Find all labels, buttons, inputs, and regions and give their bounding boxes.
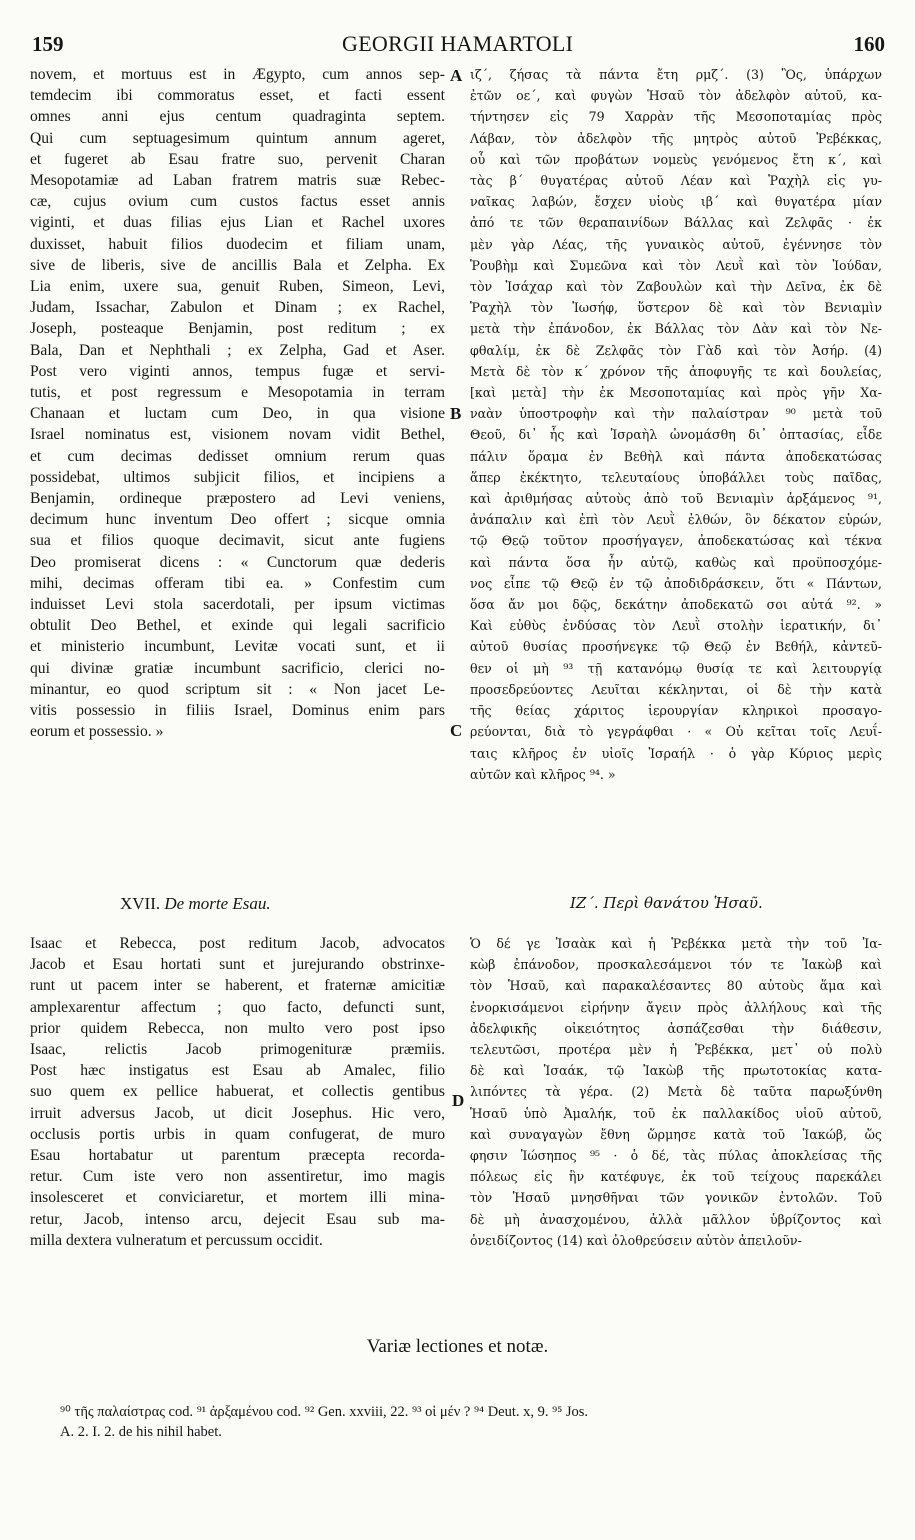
section-heading-greek: ΙΖ΄. Περὶ θανάτου Ἡσαῦ. [570,894,763,912]
text-line: decimum hunc inventum Deo offert ; sicque omnia [30,511,445,529]
text-line: τῆς θείας χάριτος ἱερουργίαν κληρικοὶ προσαγο- [470,703,882,719]
text-line: αὐτῶν καὶ κλῆρος ⁹⁴. » [470,766,616,782]
text-line: Ἡσαῦ ὑπὸ Ἀμαλήκ, τοῦ ἐκ παλλακίδος υἱοῦ αὐτοῦ, [470,1105,882,1121]
text-line: αὐτοῦ θυσίας προσήνεγκε τῷ Θεῷ ἐν Βεθήλ, κἀντεῦ- [470,639,882,655]
text-line: Bala, Dan et Nephthali ; ex Zelpha, Gad et Aser. [30,341,445,359]
margin-letter-a: A [450,66,463,85]
text-line: irruit adversus Jacob, ut dicit Josephus. Hic vero, [30,1104,445,1122]
text-line: sua et filios quoque decimavit, sicut ante fugiens [30,532,445,550]
page-number-right: 160 [853,32,885,56]
text-line: Isaac et Rebecca, post reditum Jacob, advocatos [30,935,445,952]
text-line: Post hæc instigatus est Esau ab Amalec, filio [30,1062,445,1080]
text-line: μετὰ τὴν ἐπάνοδον, ἐκ Βάλλας τὸν Δὰν καὶ τὸν Νε- [470,321,882,337]
text-line: θεν οἱ μὴ ⁹³ τῇ κατανόμῳ θυσίᾳ τε καὶ λειτουργίᾳ [470,660,882,676]
text-line: ἀδελφικῆς οἰκειότητος ἀσπάζεσθαι τὴν διάθεσιν, [470,1020,882,1036]
text-line: προσεδρεύοντες Λευῖται κέκληνται, οἱ δὲ τὴν κατὰ [470,681,882,697]
text-line: Lia enim, uxere sua, genuit Ruben, Simeon, Levi, [30,278,445,296]
text-line: ναῖκας λαβών, ἔσχεν υἱοὺς ιβ΄ καὶ θυγατέρα μίαν [470,194,882,210]
text-line: Qui cum septuagesimum quintum annum ageret, [30,129,445,147]
text-line: καὶ συναγαγὼν ἔθνη ὥρμησε κατὰ τοῦ Ἰακώβ, ὥς [470,1126,882,1142]
text-line: λιπόντες τὰ γέρα. (2) Μετὰ δὲ ταῦτα παρωξύνθη [470,1084,882,1100]
text-line: τὸν Ἰσάχαρ καὶ τὸν Ζαβουλὼν καὶ τὴν Δεῖνα, ἐκ δὲ [470,279,882,295]
text-line: [καὶ μετὰ] τὴν ἐκ Μεσοποταμίας καὶ πρὸς γῆν Χα- [470,385,882,401]
page-number-left: 159 [32,32,64,56]
text-line: cæ, cujus ovium cum custos factus esset annis [30,193,445,211]
footnote-line: A. 2. I. 2. de his nihil habet. [60,1424,222,1440]
section-heading-latin [120,894,271,914]
text-line: Ῥουβὴμ καὶ Συμεῶνα καὶ τὸν Λευῒ καὶ τὸν Ἰούδαν, [470,257,882,273]
text-line: temdecim ibi commoratus esset, et facti essent [30,87,445,105]
text-line: ὅσα ἄν μοι δῷς, δεκάτην ἀποδεκατῶ σοι αὐτά ⁹². » [470,597,882,613]
greek-column-bottom [470,933,882,1251]
text-line: ἐνορκισάμενοι εἰρήνην ἄγειν πρὸς ἀλλήλους καὶ τῆς [470,999,882,1015]
text-line: τήντησεν εἰς 79 Χαρρὰν τῆς Μεσοποταμίας πρὸς [470,109,882,125]
text-line: πόλεως εἰς ἣν κατέφυγε, ἐκ τοῦ τείχους παρεκάλει [470,1169,882,1185]
text-line: τελευτῶσι, προτέρα μὲν ἡ Ῥεβέκκα, μετ᾽ οὐ πολὺ [470,1042,882,1058]
text-line: Isaac, relictis Jacob primogenituræ præmiis. [30,1041,445,1059]
footnote-line: ⁹⁰ τῆς παλαίστρας cod. ⁹¹ ἀρξαμένου cod. ⁹² Gen. xxviii, 22. ⁹³ οἱ μέν ? ⁹⁴ Deut. x, 9. ⁹⁵ Jos. [60,1404,589,1420]
text-line: novem, et mortuus est in Ægypto, cum annos sep- [30,66,445,83]
footnotes [60,1402,880,1442]
text-line: et fugeret ab Esau fratre suo, pervenit Charan [30,150,445,168]
text-line: retur. Cum iste vero non assentiretur, imo magis [30,1168,445,1186]
text-line: et cum decimas dedisset omnium rerum quas [30,447,445,465]
section-number-latin: XVII. [120,894,161,913]
text-line: Ῥαχὴλ τὸν Ἰωσήφ, ὕστερον δὲ καὶ τὸν Βενιαμὶν [470,300,882,316]
text-line: Θεοῦ, δι᾽ ἧς καὶ Ἰσραὴλ ὠνομάσθη δι᾽ ὀπτασίας, εἶδε [470,427,882,443]
text-line: runt ut pacem inter se haberent, et fraternæ amicitiæ [30,977,445,995]
text-line: sive de liberis, sive de ancillis Bala et Zelpha. Ex [30,256,445,274]
greek-column-top [470,64,882,785]
text-line: suo quem ex pellice habuerat, et collectis gentibus [30,1083,445,1101]
text-line: omnes anni ejus centum quadraginta septem. [30,108,445,126]
text-line: Mesopotamiæ ad Laban fratrem matris suæ Rebec- [30,172,445,190]
text-line: ναὰν ὑποστροφὴν καὶ τὴν παλαίστραν ⁹⁰ μετὰ τοῦ [470,406,882,422]
latin-column-bottom [30,933,445,1251]
text-line: tutis, et post regressum e Mesopotamia in terram [30,384,445,402]
latin-column-top [30,64,445,743]
notes-title: Variæ lectiones et notæ. [366,1336,549,1357]
text-line: φθαλίμ, ἐκ δὲ Ζελφᾶς τὸν Γὰδ καὶ τὸν Ἀσήρ. (4) [470,342,882,358]
text-line: ἐτῶν οε΄, καὶ φυγὼν Ἡσαῦ τὸν ἀδελφὸν αὐτοῦ, κα- [470,88,882,104]
text-line: κὼβ ἐπάνοδον, προσκαλεσάμενοι τόν τε Ἰακὼβ καὶ [470,957,882,973]
text-line: ὀνειδίζοντος (14) καὶ ὀλοθρεύσειν αὐτὸν ἀπειλοῦν- [470,1232,802,1248]
text-line: minantur, eo quod scriptum sit : « Non jacet Le- [30,680,445,698]
running-title: GEORGII HAMARTOLI [342,31,574,56]
text-line: οὗ καὶ τῶν προβάτων νομεὺς γενόμενος ἔτη κ΄, καὶ [470,151,882,167]
text-line: amplexarentur affectum ; quo facto, defuncti sunt, [30,998,445,1016]
text-line: induisset Levi stola sacerdotali, per ipsum victimas [30,596,445,614]
margin-letter-c: C [450,721,463,740]
text-line: ρεύονται, διὰ τὸ γεγράφθαι · « Οὐ κεῖται τοῖς Λευΐ- [470,724,882,740]
text-line: occlusis portis urbis in quam confugerat, de muro [30,1125,445,1143]
text-line: μὲν γὰρ Λέας, τῆς γυναικὸς αὐτοῦ, ἐγέννησε τὸν [470,236,882,252]
text-line: τῷ Θεῷ τοῦτον προσήγαγεν, ἀποδεκατώσας καὶ τέκνα [470,533,882,549]
text-line: ιζ΄, ζήσας τὰ πάντα ἔτη ρμζ΄. (3) Ὃς, ὑπάρχων [470,67,882,82]
text-line: duxisset, habuit filios duodecim et filiam unam, [30,235,445,253]
text-line: Ὁ δέ γε Ἰσαὰκ καὶ ἡ Ῥεβέκκα μετὰ τὴν τοῦ Ἰα- [470,936,882,951]
text-line: νος εἶπε τῷ Θεῷ ἐν τῷ ἀποδιδράσκειν, ὅτι « Πάντων, [470,575,882,591]
text-line: Jacob et Esau hortati sunt et jurejurando obstrinxe- [30,956,445,974]
margin-letter-b: B [450,404,462,423]
text-line: Benjamin, ordineque præpostero ad Levi veniens, [30,490,445,508]
text-line: πάλιν ὅραμα ἐν Βεθὴλ καὶ πάντα ἀποδεκατώσας [470,448,882,464]
text-line: eorum et possessio. » [30,723,164,741]
text-line: καὶ ἀριθμήσας αὐτοὺς ἀπὸ τοῦ Βενιαμὶν ἀρξάμενος ⁹¹, [470,491,882,507]
text-line: mihi, decimas offeram tibi ea. » Confestim cum [30,574,445,592]
text-line: ἀνάπαλιν καὶ ἐπὶ τὸν Λευῒ ἐλθών, ὃν δέκατον εὑρών, [470,512,882,528]
text-line: φησιν Ἰώσηπος ⁹⁵ · ὁ δέ, τὰς πύλας ἀποκλείσας τῆς [470,1148,882,1164]
text-line: ἀπό τε τῶν θεραπαινίδων Βάλλας καὶ Ζελφᾶς · ἐκ [470,215,882,231]
text-line: καὶ πάντα ὅσα ἦν αὐτῷ, καθὼς καὶ προϋποσχόμε- [470,554,882,570]
text-line: prior quidem Rebecca, non multo vero post ipso [30,1019,445,1037]
text-line: δὲ καὶ Ἰσαάκ, τῷ Ἰακὼβ τῆς πρωτοτοκίας κατα- [470,1063,882,1079]
text-line: Μετὰ δὲ τὸν κ΄ χρόνον τῆς ἀποφυγῆς τε καὶ δουλείας, [470,363,882,379]
text-line: Israel nominatus est, visionem novam vidit Bethel, [30,426,445,444]
text-line: insolesceret et conviciaretur, et mortem illi mina- [30,1189,445,1207]
text-line: qui divinæ gratiæ incumbunt sacrificio, clerici no- [30,659,445,677]
text-line: ἅπερ ἐκέκτητο, τελευταίους ὑποβάλλει τοὺς παῖδας, [470,469,882,485]
text-line: Chanaan et luctam cum Deo, in qua visione [30,405,445,423]
text-line: vitis possessio in filiis Israel, Dominus enim pars [30,702,445,720]
text-line: ταις κλῆρος ἐν υἱοῖς Ἰσραήλ · ὁ γὰρ Κύριος μερὶς [470,745,882,761]
text-line: τὸν Ἡσαῦ μνησθῆναι τῶν γονικῶν ἐντολῶν. Τοῦ [470,1190,882,1206]
text-line: Esau hortabatur ut parentum præcepta recorda- [30,1147,445,1165]
text-line: et ministerio incumbunt, Levitæ vocati sunt, et ii [30,638,445,656]
text-line: δὲ μὴ ἀνασχομένου, ἀλλὰ μᾶλλον ὑβρίζοντος καὶ [470,1211,882,1227]
section-title-latin: De morte Esau. [164,894,271,913]
text-line: Judam, Issachar, Zabulon et Dinam ; ex Rachel, [30,299,445,317]
text-line: Post vero viginti annos, tempus fugæ et servi- [30,362,445,380]
text-line: Deo promiserat dicens : « Cunctorum quæ dederis [30,553,445,571]
text-line: viginti, et duas filias ejus Lian et Rachel uxores [30,214,445,232]
text-line: Καὶ εὐθὺς ἐνδύσας τὸν Λευῒ στολὴν ἱερατικήν, δι᾽ [470,618,882,634]
text-line: obtulit Deo Bethel, et exinde qui legali sacrificio [30,617,445,635]
text-line: τὸν Ἡσαῦ, καὶ παρακαλέσαντες 80 αὐτοὺς ἅμα καὶ [470,978,882,994]
text-line: Λάβαν, τὸν ἀδελφὸν τῆς μητρὸς αὐτοῦ Ῥεβέκκας, [470,130,882,146]
text-line: τὰς β΄ θυγατέρας αὐτοῦ Λέαν καὶ Ῥαχὴλ εἰς γυ- [470,173,882,189]
text-line: retur, Jacob, intenso arcu, dejecit Esau sub ma- [30,1210,445,1228]
text-line: possidebat, ultimos subjicit filios, et incipiens a [30,468,445,486]
text-line: Joseph, posteaque Benjamin, post reditum ; ex [30,320,445,338]
margin-letter-d: D [452,1091,465,1110]
text-line: milla dextera vulneratum et percussum occidit. [30,1231,323,1249]
